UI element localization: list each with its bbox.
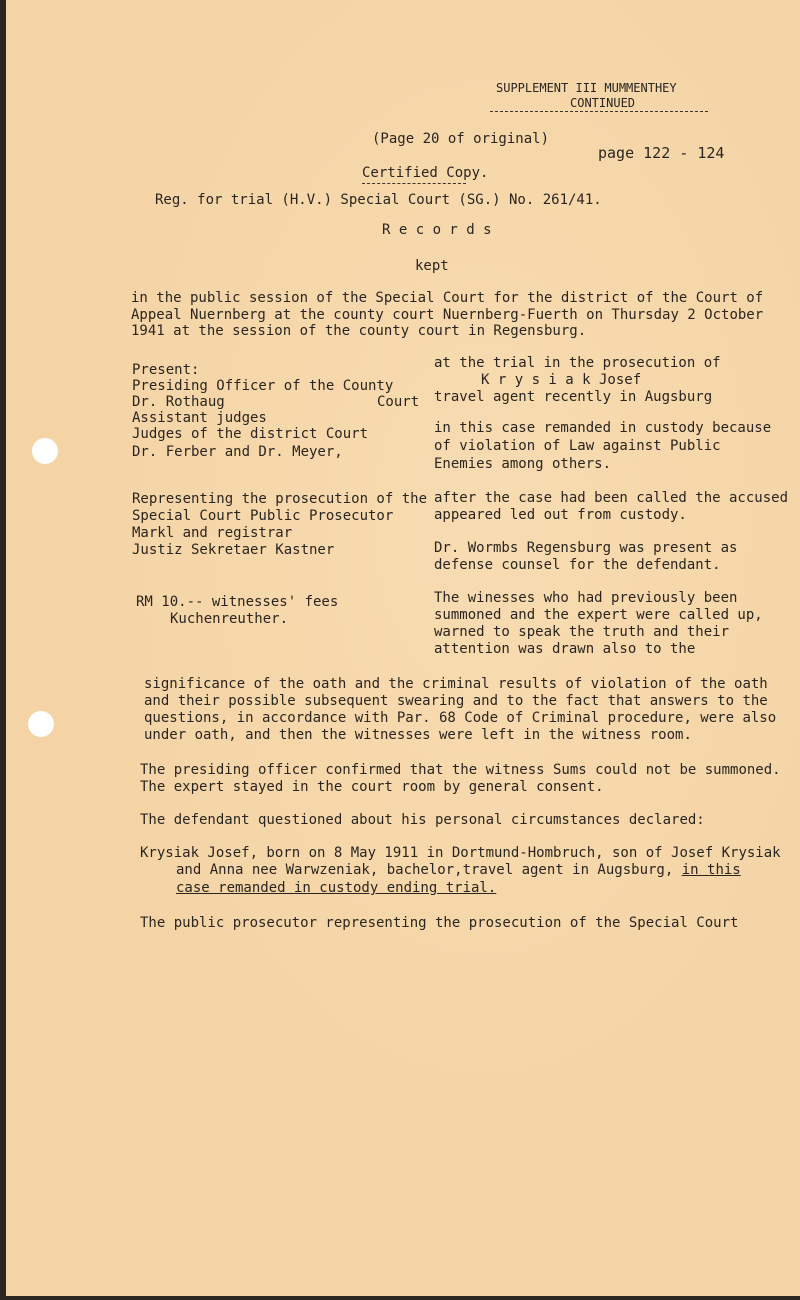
custody-line: Enemies among others. [434, 456, 612, 472]
presiding-officer: Presiding Officer of the County [132, 378, 394, 394]
trial-line: at the trial in the prosecution of [434, 355, 721, 371]
assistant-judges: Assistant judges [132, 410, 267, 426]
representing-line: Representing the prosecution of the [132, 491, 428, 507]
representing-line: Special Court Public Prosecutor [132, 508, 394, 524]
judges-names: Dr. Ferber and Dr. Meyer, [132, 444, 343, 460]
records-heading: R e c o r d s [382, 222, 492, 238]
details-underlined: in this [681, 862, 741, 878]
header-rule [490, 111, 708, 112]
presiding-court: Court [377, 394, 420, 410]
fees-name: Kuchenreuther. [170, 611, 289, 627]
counsel-line: defense counsel for the defendant. [434, 557, 721, 573]
body-line: The expert stayed in the court room by general consent. [140, 779, 604, 795]
trial-line: travel agent recently in Augsburg [434, 389, 713, 405]
body-line: The public prosecutor representing the prosecution of the Special Court [140, 915, 739, 931]
representing-line: Markl and registrar [132, 525, 293, 541]
counsel-line: Dr. Wormbs Regensburg was present as [434, 540, 738, 556]
called-line: after the case had been called the accused [434, 490, 789, 506]
called-line: appeared led out from custody. [434, 507, 687, 523]
details-text: and Anna nee Warwzeniak, bachelor,travel agent in Augsburg, [176, 862, 674, 878]
witness-line: summoned and the expert were called up, [434, 607, 763, 623]
witness-line: The winesses who had previously been [434, 590, 738, 606]
body-line: The presiding officer confirmed that the witness Sums could not be summoned. [140, 762, 781, 778]
kept-label: kept [415, 258, 449, 274]
page-range: page 122 - 124 [598, 144, 725, 162]
witness-fees: RM 10.-- witnesses' fees [136, 594, 339, 610]
district-judges: Judges of the district Court [132, 426, 369, 442]
custody-line: of violation of Law against Public [434, 438, 721, 454]
intro-line: 1941 at the session of the county court in Regensburg. [131, 323, 587, 339]
punch-hole [32, 438, 58, 464]
intro-line: in the public session of the Special Court for the district of the Court of [131, 290, 764, 306]
intro-line: Appeal Nuernberg at the county court Nuernberg-Fuerth on Thursday 2 October [131, 307, 764, 323]
document-page [6, 0, 800, 1296]
representing-line: Justiz Sekretaer Kastner [132, 542, 335, 558]
defendant-details [176, 862, 741, 878]
registration-line: Reg. for trial (H.V.) Special Court (SG.) No. 261/41. [155, 192, 602, 208]
presiding-name: Dr. Rothaug [132, 394, 225, 410]
custody-line: in this case remanded in custody because [434, 420, 772, 436]
body-line: under oath, and then the witnesses were left in the witness room. [144, 727, 692, 743]
punch-hole [28, 711, 54, 737]
body-line: The defendant questioned about his personal circumstances declared: [140, 812, 705, 828]
body-line: and their possible subsequent swearing and to the fact that answers to the [144, 693, 768, 709]
present-label: Present: [132, 362, 200, 378]
certified-copy: Certified Copy. [362, 165, 489, 181]
header-supplement: SUPPLEMENT III MUMMENTHEY [496, 81, 677, 95]
page-of-original: (Page 20 of original) [372, 131, 550, 147]
details-underlined: case remanded in custody ending trial. [176, 880, 497, 896]
body-line: significance of the oath and the criminal results of violation of the oath [144, 676, 768, 692]
witness-line: warned to speak the truth and their [434, 624, 730, 640]
witness-line: attention was drawn also to the [434, 641, 696, 657]
body-line: questions, in accordance with Par. 68 Code of Criminal procedure, were also [144, 710, 777, 726]
defendant-details: Krysiak Josef, born on 8 May 1911 in Dortmund-Hombruch, son of Josef Krysiak [140, 845, 781, 861]
defendant-name: K r y s i a k Josef [481, 372, 642, 388]
certified-rule [362, 183, 466, 184]
header-continued: CONTINUED [570, 96, 636, 110]
